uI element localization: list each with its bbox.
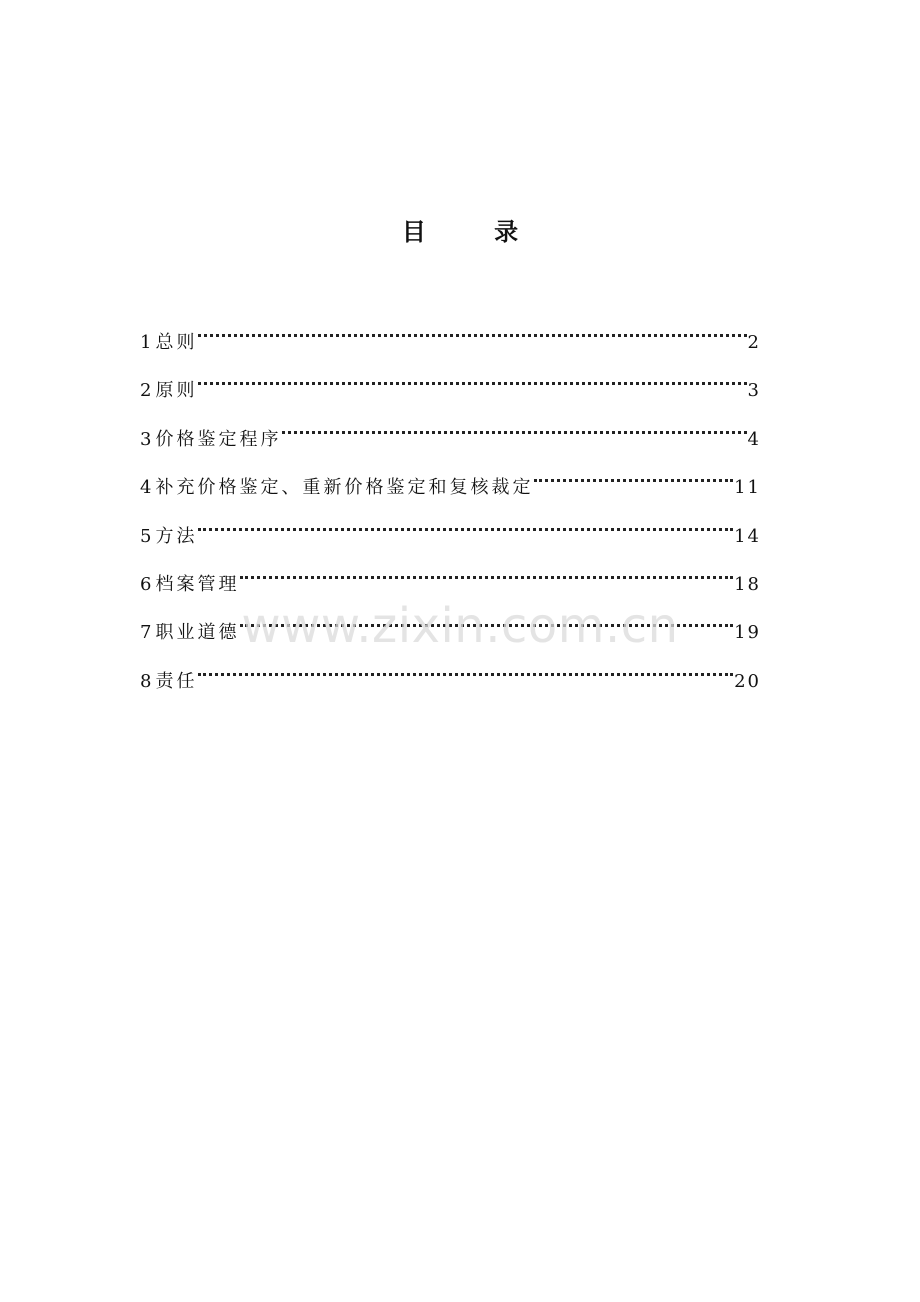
toc-entry-label: 价格鉴定程序 (155, 428, 282, 450)
toc-entry-label: 原则 (155, 380, 198, 402)
toc-entry-label: 职业道德 (155, 622, 240, 644)
toc-dot-leader (198, 506, 733, 542)
toc-entry-number: 5 (140, 525, 152, 547)
toc-entry-label: 责任 (155, 670, 198, 692)
toc-entry[interactable] (140, 602, 761, 650)
toc-dot-leader (240, 554, 733, 590)
toc-entry-page: 2 (747, 332, 761, 353)
toc-dot-leader (198, 312, 746, 348)
toc-entry[interactable] (140, 409, 761, 457)
toc-entry[interactable] (140, 312, 761, 360)
toc-entry[interactable] (140, 554, 761, 602)
toc-entry-page: 4 (747, 428, 761, 450)
toc-dot-leader (198, 360, 746, 396)
toc-entry-number: 6 (140, 573, 152, 595)
toc-entry[interactable] (140, 651, 761, 699)
toc-entry[interactable] (140, 457, 761, 505)
toc-dot-leader (240, 602, 733, 638)
toc-entry-page: 19 (734, 622, 761, 644)
toc-entry[interactable] (140, 360, 761, 408)
toc-entry-number: 3 (140, 428, 152, 450)
toc-entry[interactable] (140, 506, 761, 554)
toc-entry-page: 11 (734, 477, 761, 499)
toc-entry-label: 档案管理 (155, 573, 240, 595)
page-title: 目 录 (401, 218, 549, 246)
toc-entry-label: 总则 (155, 332, 198, 353)
toc-dot-leader (198, 651, 733, 687)
toc-dot-leader (534, 457, 733, 493)
toc-entry-page: 3 (747, 380, 761, 402)
toc-entry-label: 补充价格鉴定、重新价格鉴定和复核裁定 (155, 477, 534, 499)
toc-entry-label: 方法 (155, 525, 198, 547)
toc-entry-page: 18 (734, 573, 761, 595)
toc-entry-number: 2 (140, 380, 152, 402)
toc-entry-page: 14 (734, 525, 761, 547)
toc-entry-number: 4 (140, 477, 152, 499)
toc-entry-number: 1 (140, 332, 152, 353)
table-of-contents (140, 312, 761, 699)
watermark: www.zixin.com.cn (241, 598, 679, 654)
toc-dot-leader (282, 409, 746, 445)
toc-entry-number: 8 (140, 670, 152, 692)
toc-entry-page: 20 (734, 670, 761, 692)
toc-entry-number: 7 (140, 622, 152, 644)
